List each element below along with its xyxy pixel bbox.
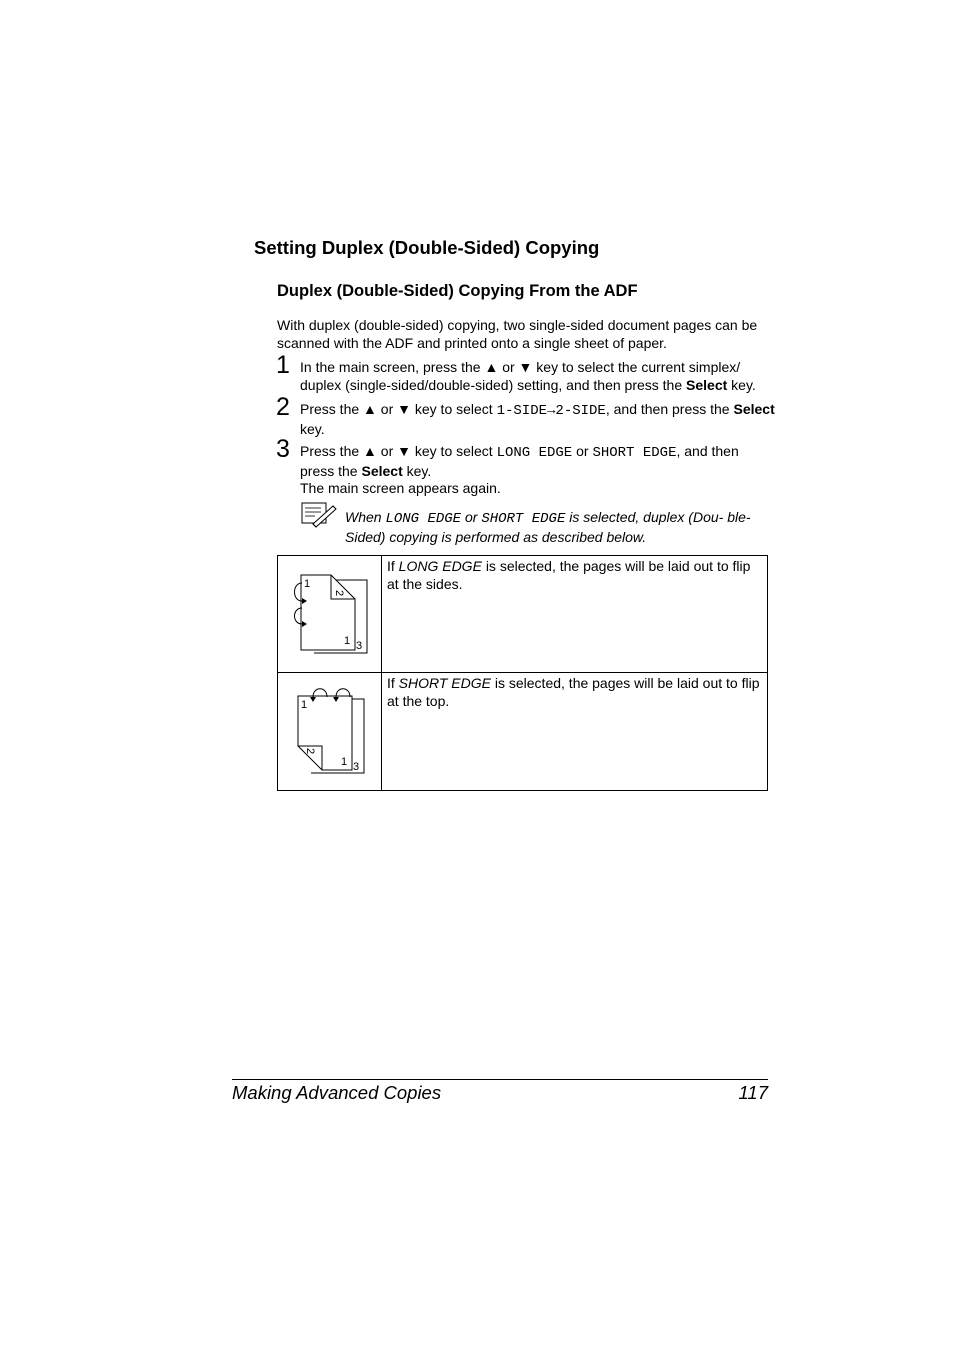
up-arrow-icon: ▲	[484, 359, 499, 375]
page-label: 3	[356, 640, 363, 652]
duplex-layout-table	[277, 555, 768, 791]
page-label: 3	[353, 761, 360, 773]
page-label: 1	[341, 756, 348, 768]
page-label: 2	[333, 590, 345, 597]
down-arrow-icon: ▼	[518, 359, 533, 375]
page-label: 1	[301, 699, 308, 711]
table-row	[278, 556, 768, 673]
short-edge-figure-cell	[278, 673, 382, 791]
subsection-title: Duplex (Double-Sided) Copying From the ADF	[277, 282, 638, 300]
page-label: 1	[304, 578, 311, 590]
page-number: 117	[738, 1082, 768, 1103]
note-pencil-icon	[301, 502, 337, 528]
page-label: 1	[344, 635, 351, 647]
setting-code: SHORT EDGE	[481, 511, 566, 527]
up-arrow-icon: ▲	[363, 443, 377, 459]
up-arrow-icon: ▲	[363, 401, 377, 417]
short-edge-description: If SHORT EDGE is selected, the pages will be laid out to flip at the top.	[382, 673, 768, 791]
select-key-label: Select	[361, 462, 403, 479]
step-number-1: 1	[276, 351, 290, 379]
select-key-label: Select	[686, 376, 728, 393]
setting-code: LONG EDGE	[385, 511, 462, 527]
long-edge-figure-cell	[278, 556, 382, 673]
intro-paragraph: With duplex (double-sided) copying, two single-sided document pages can be scanned with the ADF and printed onto a single sheet of paper.	[277, 317, 758, 351]
step-1-text: In the main screen, press the ▲ or ▼ key to select the current simplex/ duplex (single-sided/double-sided) setting, and then press the Select key.	[300, 359, 756, 393]
long-edge-description: If LONG EDGE is selected, the pages will be laid out to flip at the sides.	[382, 556, 768, 673]
step-3-result: The main screen appears again.	[300, 480, 501, 496]
long-edge-term: LONG EDGE	[398, 558, 482, 574]
footer-divider	[232, 1079, 768, 1080]
page-label: 2	[304, 748, 316, 755]
step-number-2: 2	[276, 393, 290, 421]
short-edge-term: SHORT EDGE	[398, 675, 491, 691]
right-arrow-icon: →	[547, 403, 556, 419]
setting-code: SHORT EDGE	[592, 445, 677, 461]
long-edge-flip-icon	[278, 556, 381, 667]
short-edge-flip-icon	[278, 673, 381, 785]
step-number-3: 3	[276, 435, 290, 463]
step-3-text: Press the ▲ or ▼ key to select LONG EDGE or SHORT EDGE, and then press the Select key. The main screen appears again.	[300, 443, 775, 498]
setting-code: 1-SIDE→2-SIDE	[496, 403, 606, 419]
step-2-text: Press the ▲ or ▼ key to select 1-SIDE→2-SIDE, and then press the Select key.	[300, 401, 775, 437]
table-row	[278, 673, 768, 791]
select-key-label: Select	[733, 401, 775, 417]
footer-chapter-title: Making Advanced Copies	[232, 1082, 442, 1103]
setting-code: LONG EDGE	[496, 445, 573, 461]
section-title: Setting Duplex (Double-Sided) Copying	[254, 237, 600, 258]
down-arrow-icon: ▼	[397, 443, 411, 459]
note-text: When LONG EDGE or SHORT EDGE is selected, duplex (Dou- ble-Sided) copying is performed as described below.	[345, 509, 751, 545]
down-arrow-icon: ▼	[397, 401, 411, 417]
